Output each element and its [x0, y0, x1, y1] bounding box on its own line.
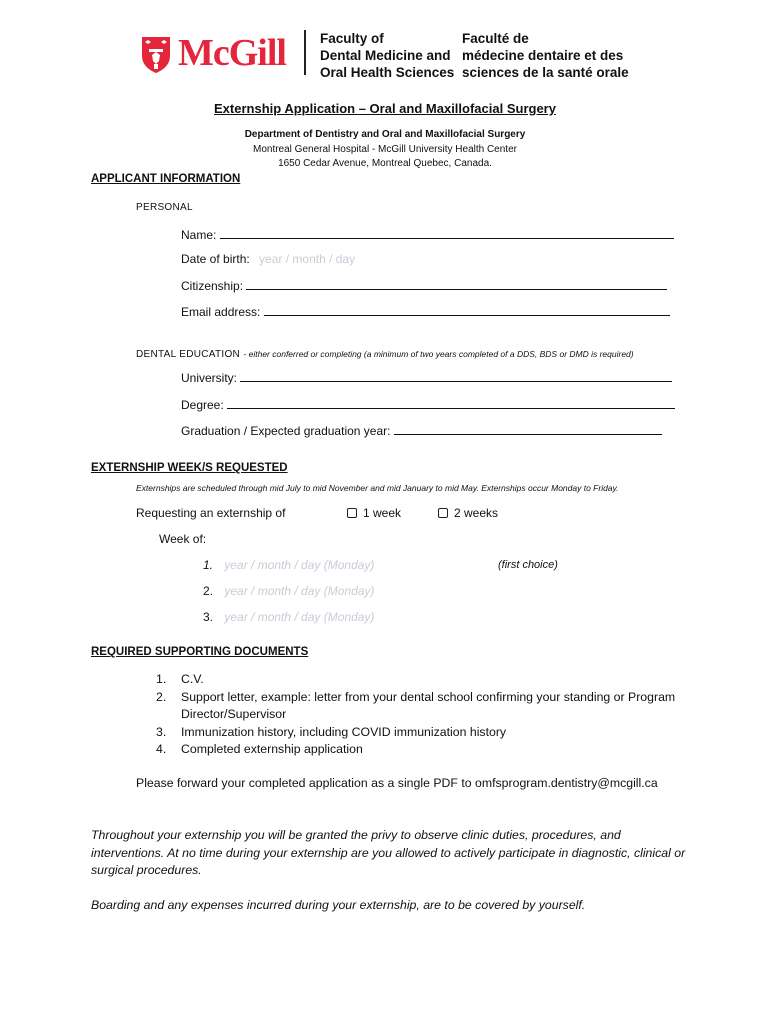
dental-education-note: - either conferred or completing (a minimum of two years completed of a DDS, BDS or DMD is required) [243, 349, 634, 359]
externship-note: Externships are scheduled through mid July to mid November and mid January to mid May. Externships occur Monday to Friday. [136, 483, 619, 493]
graduation-field[interactable]: Graduation / Expected graduation year: [181, 423, 662, 438]
list-item: 1. C.V. [156, 672, 204, 686]
documents-heading: REQUIRED SUPPORTING DOCUMENTS [91, 646, 309, 658]
list-item: 3. Immunization history, including COVID immunization history [156, 724, 507, 739]
first-choice-label: (first choice) [498, 559, 558, 571]
documents-list [136, 671, 696, 759]
one-week-option[interactable]: 1 week [347, 506, 401, 520]
mcgill-wordmark: McGill [178, 32, 286, 74]
logo-divider [304, 30, 306, 75]
list-item: 4. Completed externship application [156, 742, 363, 756]
two-weeks-option[interactable]: 2 weeks [438, 506, 498, 520]
department-name: Department of Dentistry and Oral and Maxillofacial Surgery [244, 129, 526, 140]
week-choice-2[interactable]: 2. year / month / day (Monday) [203, 584, 375, 598]
faculty-name-french: Faculté de médecine dentaire et des sciences de la santé orale [462, 31, 629, 80]
citizenship-field[interactable]: Citizenship: [181, 278, 667, 293]
dob-field[interactable]: Date of birth: year / month / day [181, 252, 356, 266]
list-item: 2. Support letter, example: letter from your dental school confirming your standing or Program Director/Supervisor [156, 689, 676, 721]
two-weeks-checkbox[interactable] [438, 508, 448, 518]
mcgill-shield-logo [141, 36, 171, 74]
university-field[interactable]: University: [181, 370, 672, 385]
dob-placeholder: year / month / day [259, 252, 356, 266]
name-field[interactable]: Name: [181, 227, 674, 242]
week-choice-3[interactable]: 3. year / month / day (Monday) [203, 610, 375, 624]
week-choice-1[interactable]: 1. year / month / day (Monday) [203, 558, 375, 572]
forward-instructions: Please forward your completed application as a single PDF to omfsprogram.dentistry@mcgill.ca [136, 776, 658, 790]
document-title: Externship Application – Oral and Maxillofacial Surgery [214, 101, 556, 116]
dental-education-heading: DENTAL EDUCATION - either conferred or completing (a minimum of two years completed of a DDS, BDS or DMD is required) [136, 349, 634, 360]
observation-policy: Throughout your externship you will be granted the privy to observe clinic duties, procedures, and interventions. At no time during your externship are you allowed to actively participate in diagnostic, clinical or surgical procedures. [91, 828, 686, 877]
one-week-checkbox[interactable] [347, 508, 357, 518]
degree-field[interactable]: Degree: [181, 397, 675, 412]
request-label: Requesting an externship of [136, 506, 286, 520]
week-of-label: Week of: [159, 532, 207, 546]
hospital-address: 1650 Cedar Avenue, Montreal Quebec, Canada. [278, 158, 492, 169]
externship-heading: EXTERNSHIP WEEK/S REQUESTED [91, 462, 288, 474]
faculty-name-english: Faculty of Dental Medicine and Oral Health Sciences [320, 31, 455, 80]
email-field[interactable]: Email address: [181, 304, 670, 319]
applicant-info-heading: APPLICANT INFORMATION [91, 173, 241, 185]
expenses-policy: Boarding and any expenses incurred during your externship, are to be covered by yourself. [91, 898, 586, 912]
personal-label: PERSONAL [136, 202, 193, 213]
hospital-name: Montreal General Hospital - McGill University Health Center [253, 144, 517, 155]
